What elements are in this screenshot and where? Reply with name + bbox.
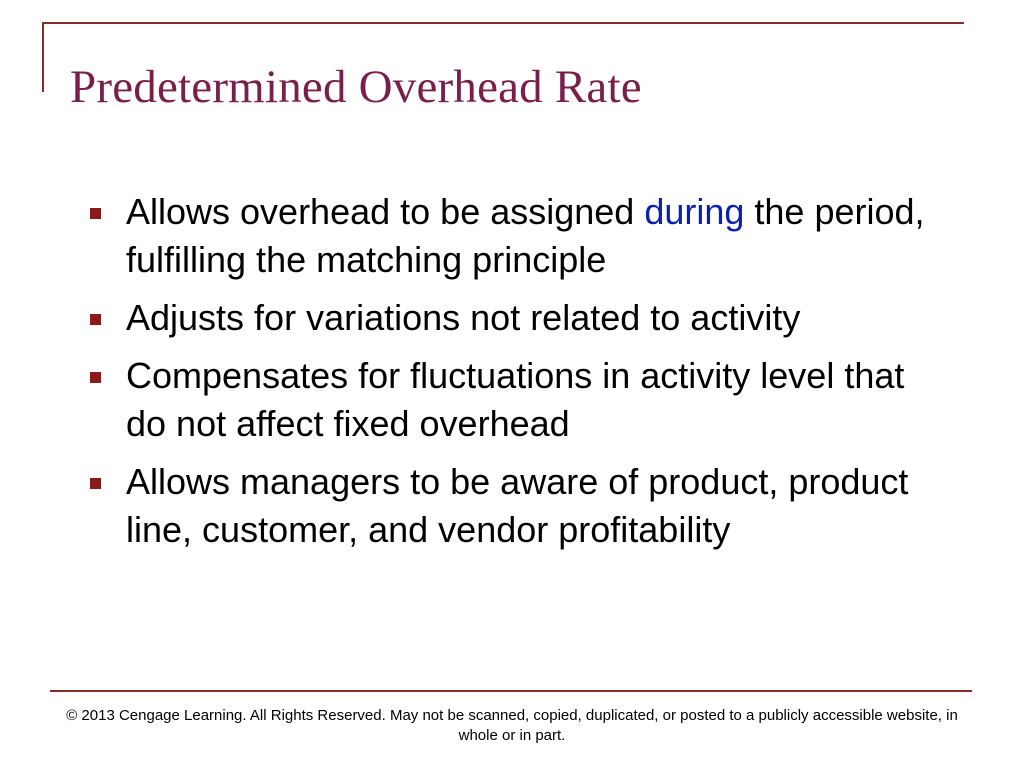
- bullet-text: Adjusts for variations not related to activity: [126, 297, 801, 338]
- slide-title: Predetermined Overhead Rate: [70, 61, 642, 113]
- bullet-text-post: the period, fulfilling the matching principle: [126, 191, 925, 280]
- bullet-text: Allows managers to be aware of product, product line, customer, and vendor profitability: [126, 461, 909, 550]
- copyright-footer: © 2013 Cengage Learning. All Rights Reserved. May not be scanned, copied, duplicated, or posted to a publicly accessible website, in whole or in part.: [66, 707, 958, 744]
- left-accent-line: [42, 22, 44, 92]
- bullet-highlight-text: during: [644, 191, 745, 232]
- bullet-item: [90, 352, 950, 448]
- bullet-item: [90, 294, 950, 342]
- bullet-item: [90, 458, 950, 554]
- bullet-text-pre: Allows overhead to be assigned: [126, 191, 645, 232]
- bullet-list: [90, 188, 950, 564]
- square-bullet-icon: [90, 372, 101, 383]
- square-bullet-icon: [90, 314, 101, 325]
- square-bullet-icon: [90, 478, 101, 489]
- bullet-item: [90, 188, 950, 284]
- square-bullet-icon: [90, 208, 101, 219]
- bullet-text: Compensates for fluctuations in activity level that do not affect fixed overhead: [126, 355, 905, 444]
- footer-divider: [50, 690, 972, 692]
- top-accent-line: [42, 22, 964, 24]
